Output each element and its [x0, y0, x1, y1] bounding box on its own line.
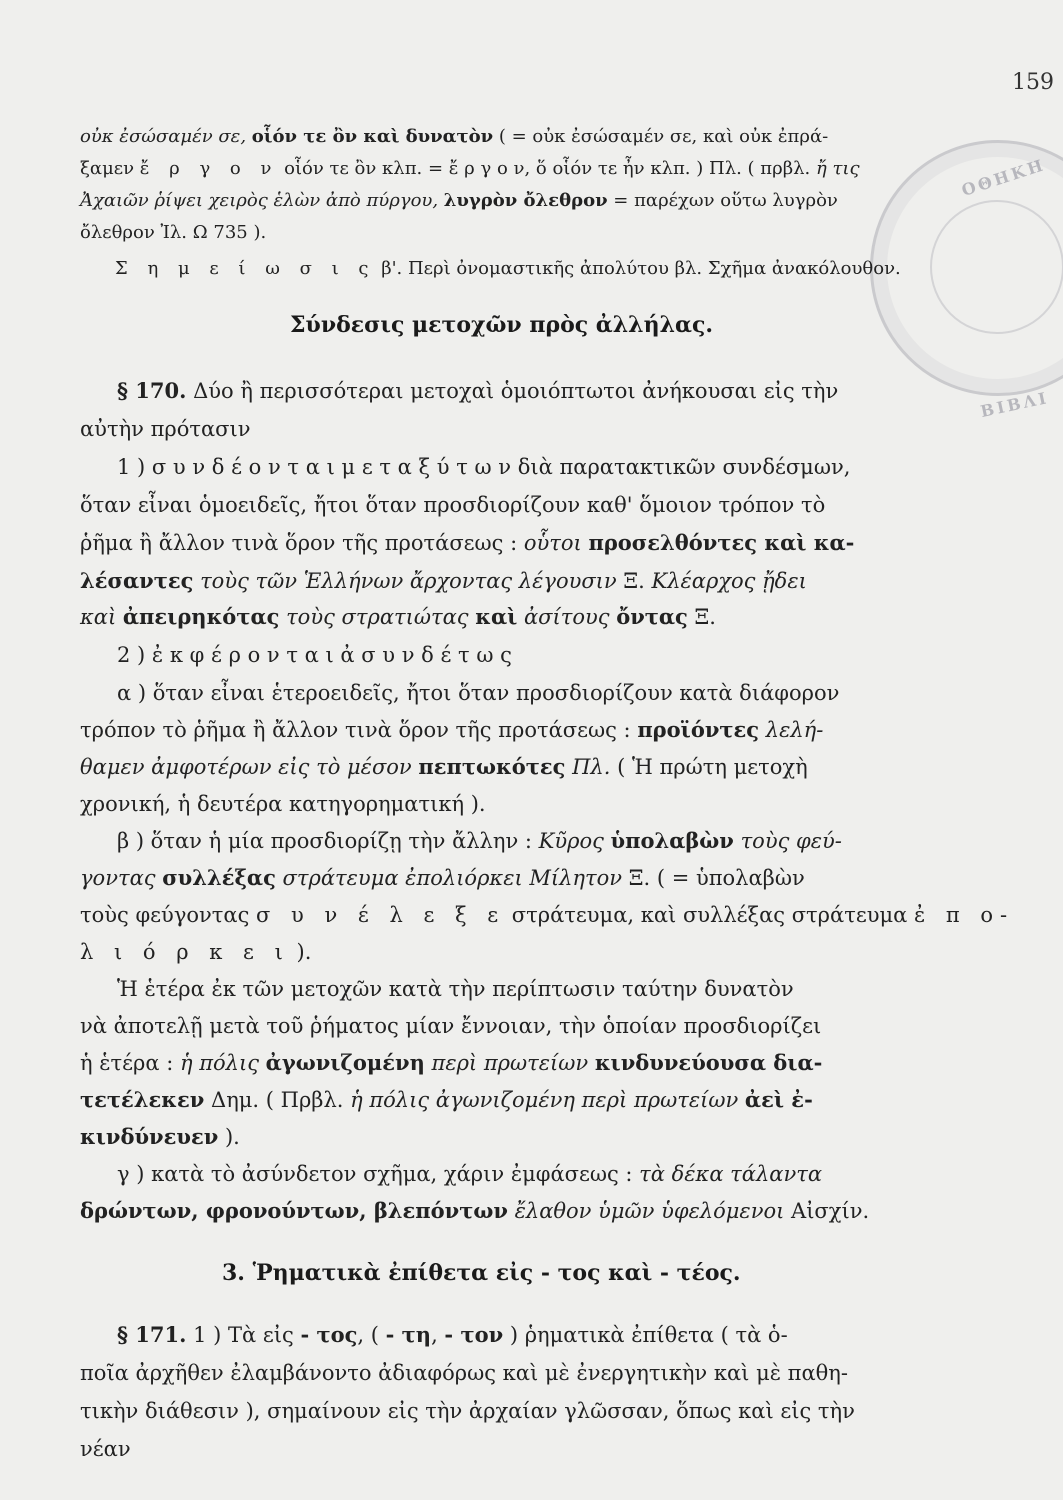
- text-line: τετέλεκεν Δημ. ( Πρβλ. ἡ πόλις ἀγωνιζομένη περὶ πρωτείων ἀεὶ ἐ-: [80, 1087, 813, 1112]
- section-heading: 3. Ῥηματικὰ ἐπίθετα εἰς - τος καὶ - τέος.: [222, 1260, 741, 1286]
- text-line: τικὴν διάθεσιν ), σημαίνουν εἰς τὴν ἀρχαίαν γλῶσσαν, ὅπως καὶ εἰς τὴν: [80, 1399, 855, 1423]
- text-line: τοὺς φεύγοντας σ υ ν έ λ ε ξ ε στράτευμα, καὶ συλλέξας στράτευμα ἐ π ο-: [80, 903, 1015, 927]
- text-line: Σ η μ ε ί ω σ ι ς β'. Περὶ ὀνομαστικῆς ἀπολύτου βλ. Σχῆμα ἀνακόλουθον.: [115, 258, 901, 279]
- text-line: νὰ ἀποτελῇ μετὰ τοῦ ῥήματος μίαν ἔννοιαν, τὴν ὁποίαν προσδιορίζει: [80, 1014, 822, 1038]
- text-line: ὅταν εἶναι ὁμοειδεῖς, ἤτοι ὅταν προσδιορίζουν καθ' ὅμοιον τρόπον τὸ: [80, 493, 826, 517]
- text-line: β ) ὅταν ἡ μία προσδιορίζῃ τὴν ἄλλην : Κῦρος ὑπολαβὼν τοὺς φεύ-: [117, 828, 842, 853]
- text-line: 2 ) ἐ κ φ έ ρ ο ν τ α ι ἀ σ υ ν δ έ τ ω ς: [117, 643, 512, 667]
- library-stamp-inner-ring: [930, 200, 1063, 334]
- text-line: χρονική, ἡ δευτέρα κατηγορηματική ).: [80, 792, 486, 816]
- text-line: γ ) κατὰ τὸ ἀσύνδετον σχῆμα, χάριν ἐμφάσεως : τὰ δέκα τάλαντα: [117, 1162, 823, 1186]
- stamp-text-side: ΒΙΒΛΙ: [978, 387, 1051, 422]
- text-line: λ ι ό ρ κ ε ι ).: [80, 940, 312, 964]
- text-line: ξαμεν ἔ ρ γ ο ν οἷόν τε ὂν κλπ. = ἔ ρ γ ο ν, ὅ οἷόν τε ἦν κλπ. ) Πλ. ( πρβλ. ἤ τις: [80, 158, 860, 179]
- text-line: νέαν: [80, 1437, 131, 1461]
- page-number: 159: [1012, 70, 1054, 95]
- stamp-text-top: ΟΘΗΚΗ: [959, 155, 1048, 200]
- text-line: δρώντων, φρονούντων, βλεπόντων ἔλαθον ὑμῶν ὑφελόμενοι Αἰσχίν.: [80, 1198, 870, 1223]
- text-line: τρόπον τὸ ῥῆμα ἢ ἄλλον τινὰ ὅρον τῆς προτάσεως : προϊόντες λελή-: [80, 717, 824, 742]
- text-line: α ) ὅταν εἶναι ἑτεροειδεῖς, ἤτοι ὅταν προσδιορίζουν κατὰ διάφορον: [117, 681, 840, 705]
- text-line: 1 ) σ υ ν δ έ ο ν τ α ι μ ε τ α ξ ύ τ ω ν διὰ παρατακτικῶν συνδέσμων,: [117, 455, 851, 479]
- text-line: καὶ ἀπειρηκότας τοὺς στρατιώτας καὶ ἀσίτους ὄντας Ξ.: [80, 604, 716, 629]
- text-line: θαμεν ἀμφοτέρων εἰς τὸ μέσον πεπτωκότες Πλ. ( Ἡ πρώτη μετοχὴ: [80, 754, 808, 779]
- section-heading: Σύνδεσις μετοχῶν πρὸς ἀλλήλας.: [290, 312, 713, 338]
- text-line: § 171. 1 ) Τὰ εἰς - τος, ( - τη, - τον ) ῥηματικὰ ἐπίθετα ( τὰ ὁ-: [117, 1322, 788, 1347]
- text-line: αὐτὴν πρότασιν: [80, 417, 251, 441]
- text-line: ἡ ἑτέρα : ἡ πόλις ἀγωνιζομένη περὶ πρωτείων κινδυνεύουσα δια-: [80, 1050, 823, 1075]
- text-line: § 170. Δύο ἢ περισσότεραι μετοχαὶ ὁμοιόπτωτοι ἀνήκουσαι εἰς τὴν: [117, 378, 839, 403]
- text-line: ῥῆμα ἢ ἄλλον τινὰ ὅρον τῆς προτάσεως : οὗτοι προσελθόντες καὶ κα-: [80, 530, 855, 555]
- text-line: γοντας συλλέξας στράτευμα ἐπολιόρκει Μίλητον Ξ. ( = ὑπολαβὼν: [80, 865, 805, 890]
- text-line: λέσαντες τοὺς τῶν Ἑλλήνων ἄρχοντας λέγουσιν Ξ. Κλέαρχος ᾔδει: [80, 568, 807, 593]
- text-line: κινδύνευεν ).: [80, 1124, 240, 1149]
- text-line: ποῖα ἀρχῆθεν ἐλαμβάνοντο ἀδιαφόρως καὶ μὲ ἐνεργητικὴν καὶ μὲ παθη-: [80, 1361, 848, 1385]
- text-line: Ἀχαιῶν ῥίψει χειρὸς ἑλὼν ἀπὸ πύργου, λυγρὸν ὄλεθρον = παρέχων οὕτω λυγρὸν: [80, 190, 838, 211]
- text-line: Ἡ ἑτέρα ἐκ τῶν μετοχῶν κατὰ τὴν περίπτωσιν ταύτην δυνατὸν: [117, 977, 794, 1001]
- text-line: ὄλεθρον Ἰλ. Ω 735 ).: [80, 222, 267, 243]
- text-line: οὐκ ἐσώσαμέν σε, οἷόν τε ὂν καὶ δυνατὸν ( = οὐκ ἐσώσαμέν σε, καὶ οὐκ ἐπρά-: [80, 126, 829, 147]
